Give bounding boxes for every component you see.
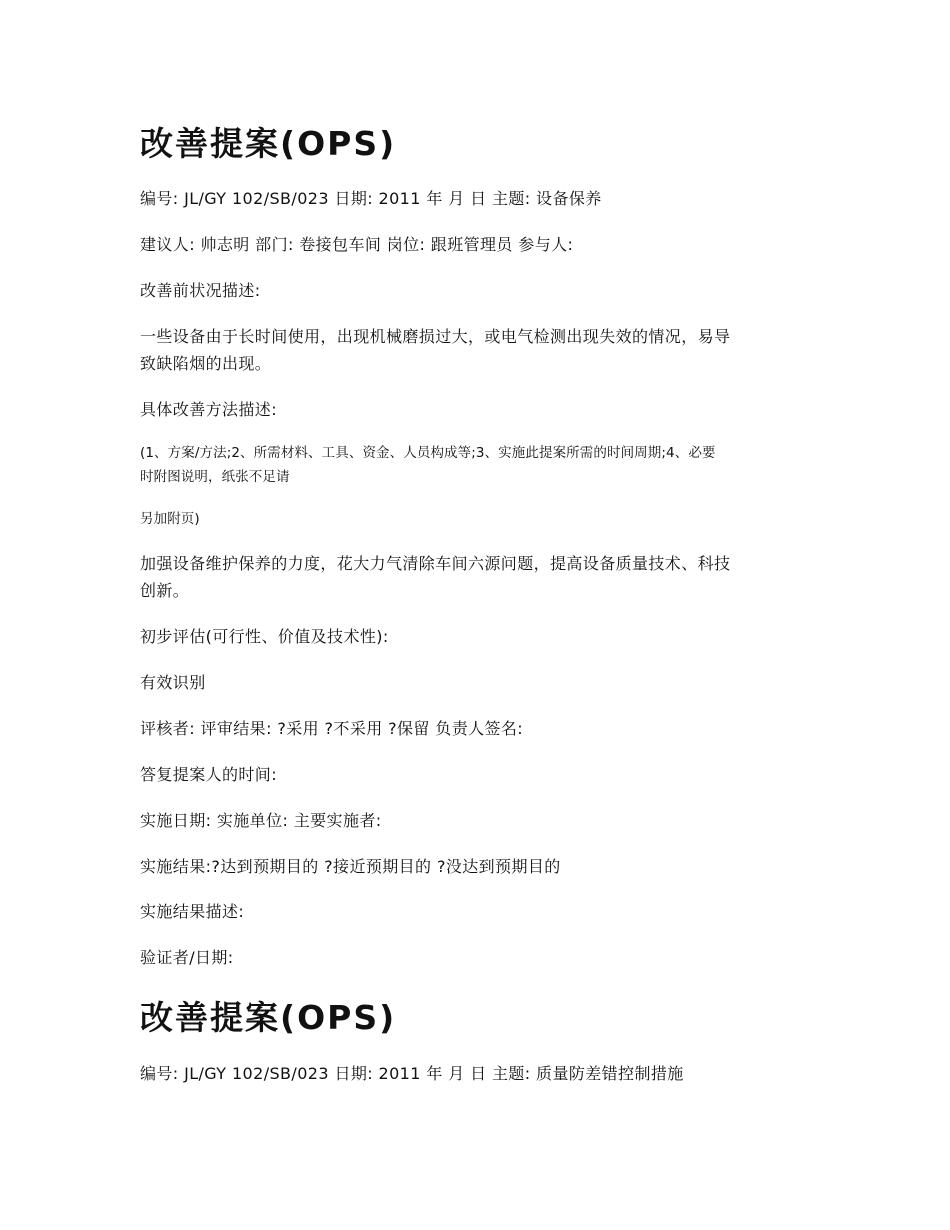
method-note-line-2: 时附图说明，纸张不足请 xyxy=(140,469,290,485)
proposal-title: 改善提案(OPS) xyxy=(140,124,397,163)
eval-text: 有效识别 xyxy=(140,673,206,692)
verifier-line: 验证者/日期: xyxy=(140,948,234,967)
implementation-line: 实施日期: 实施单位: 主要实施者: xyxy=(140,811,382,830)
method-note-line-1: (1、方案/方法;2、所需材料、工具、资金、人员构成等;3、实施此提案所需的时间周期;4、必要 xyxy=(140,445,716,461)
proposal-meta-2: 编号: JL/GY 102/SB/023 日期: 2011 年 月 日 主题: 质量防差错控制措施 xyxy=(140,1064,684,1083)
result-desc-label: 实施结果描述: xyxy=(140,902,245,921)
before-text-line-1: 一些设备由于长时间使用，出现机械磨损过大，或电气检测出现失效的情况，易导 xyxy=(140,327,731,346)
before-text-line-2: 致缺陷烟的出现。 xyxy=(140,354,272,373)
proposer-info: 建议人: 帅志明 部门: 卷接包车间 岗位: 跟班管理员 参与人: xyxy=(140,235,574,254)
method-text-line-1: 加强设备维护保养的力度，花大力气清除车间六源问题，提高设备质量技术、科技 xyxy=(140,554,731,573)
reply-line: 答复提案人的时间: xyxy=(140,765,277,784)
method-label: 具体改善方法描述: xyxy=(140,400,277,419)
before-label: 改善前状况描述: xyxy=(140,281,261,300)
review-line: 评核者: 评审结果: ?采用 ?不采用 ?保留 负责人签名: xyxy=(140,719,524,738)
result-line: 实施结果:?达到预期目的 ?接近预期目的 ?没达到预期目的 xyxy=(140,857,561,876)
proposal-meta: 编号: JL/GY 102/SB/023 日期: 2011 年 月 日 主题: 设备保养 xyxy=(140,189,602,208)
method-text-line-2: 创新。 xyxy=(140,581,190,600)
proposal-title-2: 改善提案(OPS) xyxy=(140,998,397,1037)
eval-label: 初步评估(可行性、价值及技术性): xyxy=(140,627,389,646)
method-note-line-3: 另加附页) xyxy=(140,511,200,527)
